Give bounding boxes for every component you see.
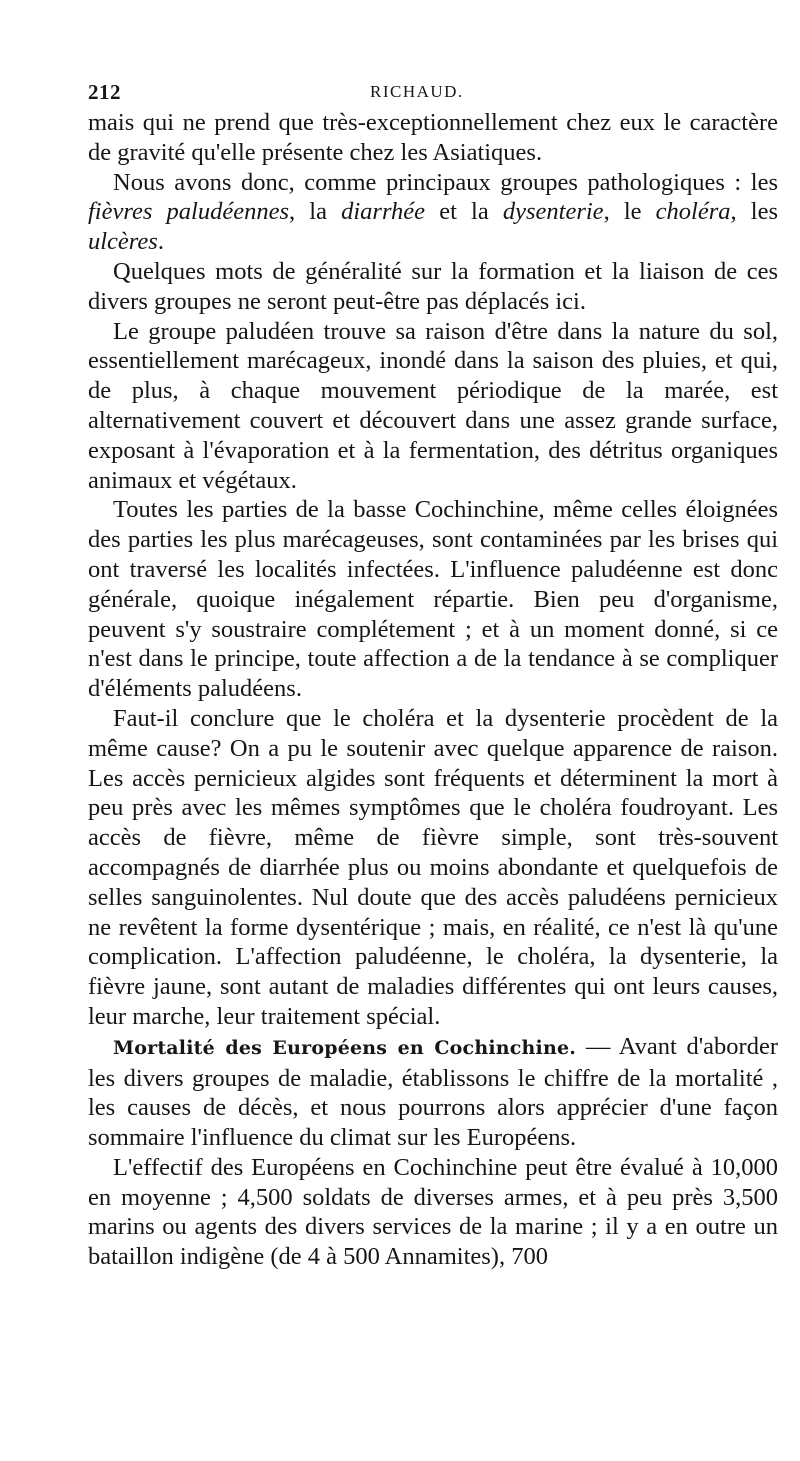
paragraph-8: L'effectif des Européens en Cochinchine peut être évalué à 10,000 en moyenne ; 4,500 soldats de diverses armes, et à peu près 3,500 marins ou agents des divers services de la marine ; il y a en outre un bataillon indigène (de 4 à 500 Annamites), 700 <box>88 1153 778 1271</box>
separator: . <box>157 228 164 256</box>
separator: , le <box>603 198 656 226</box>
separator: , la <box>289 198 342 226</box>
term-dysenterie: dysenterie <box>502 198 604 226</box>
separator: et la <box>425 198 503 226</box>
section-heading: Mortalité des Européens en Cochinchine. <box>113 1036 577 1059</box>
term-fievres-paludeennes: fièvres paludéennes <box>88 198 290 226</box>
paragraph-2 <box>88 168 778 257</box>
paragraph-5: Toutes les parties de la basse Cochinchine, même celles éloignées des parties les plus marécageuses, sont contaminées par les brises qui ont traversé les localités infectées. L'influence paludéenne est donc générale, quoique inégalement répartie. Bien peu d'organisme, peuvent s'y soustraire complétement ; et à un moment donné, si ce n'est dans le principe, toute affection a de la tendance à se compliquer d'éléments paludéens. <box>88 496 778 703</box>
running-head: RICHAUD. <box>370 82 464 101</box>
term-ulceres: ulcères <box>88 228 158 256</box>
separator: , les <box>730 198 779 226</box>
paragraph-1: mais qui ne prend que très-exceptionnellement chez eux le caractère de gravité qu'elle présente chez les Asiatiques. <box>88 109 778 166</box>
term-diarrhee: diarrhée <box>341 198 426 226</box>
paragraph-6: Faut-il conclure que le choléra et la dysenterie procèdent de la même cause? On a pu le soutenir avec quelque apparence de raison. Les accès pernicieux algides sont fréquents et déterminent la mort à peu près avec les mêmes symptômes que le choléra foudroyant. Les accès de fièvre, même de fièvre simple, sont très-souvent accompagnés de diarrhée plus ou moins abondante et quelquefois de selles sanguinolentes. Nul doute que des accès paludéens pernicieux ne revêtent la forme dysentérique ; mais, en réalité, ce n'est là qu'une complication. L'affection paludéenne, le choléra, la dysenterie, la fièvre jaune, sont autant de maladies différentes qui ont leurs causes, leur marche, leur traitement spécial. <box>88 704 778 1030</box>
paragraph-2-intro: Nous avons donc, comme principaux groupes pathologiques : les <box>113 168 778 196</box>
paragraph-7 <box>88 1032 778 1153</box>
paragraph-7-text: — Avant d'aborder les divers groupes de maladie, établissons le chiffre de la mortalité , les causes de décès, et nous pourrons alors apprécier d'une façon sommaire l'influence du climat sur les Européens. <box>88 1032 778 1152</box>
paragraph-4: Le groupe paludéen trouve sa raison d'être dans la nature du sol, essentiellement marécageux, inondé dans la saison des pluies, et qui, de plus, à chaque mouvement périodique de la marée, est alternativement couvert et découvert dans une assez grande surface, exposant à l'évaporation et à la fermentation, des détritus organiques animaux et végétaux. <box>88 317 778 494</box>
term-cholera: choléra <box>655 198 731 226</box>
page-number: 212 <box>88 80 121 104</box>
paragraph-3: Quelques mots de généralité sur la formation et la liaison de ces divers groupes ne seront peut-être pas déplacés ici. <box>88 257 778 315</box>
body-text <box>88 108 778 1272</box>
